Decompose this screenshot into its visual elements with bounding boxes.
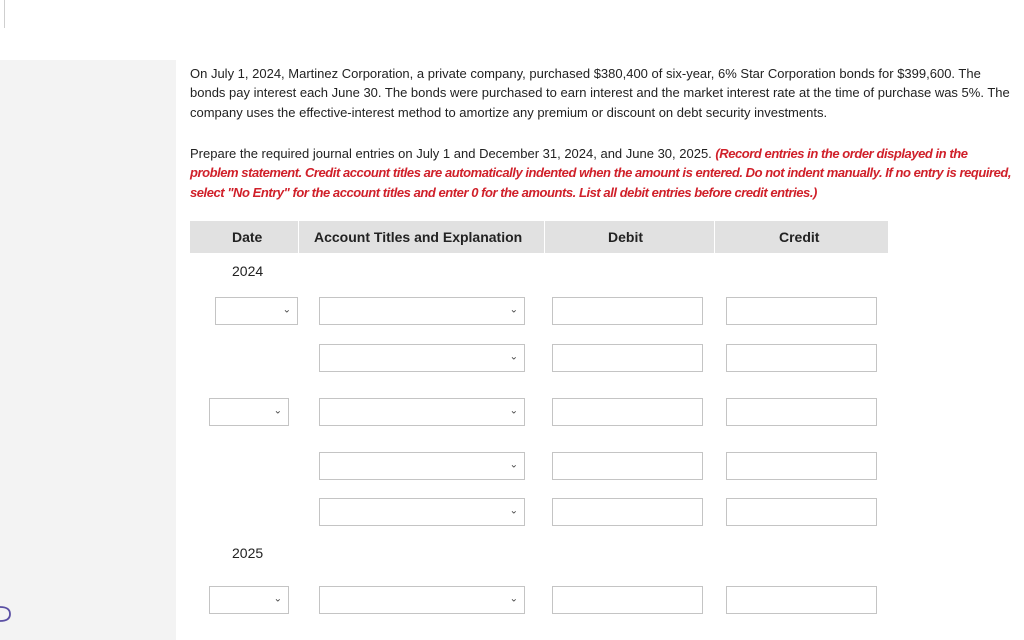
debit-input[interactable] [552, 297, 703, 325]
debit-input[interactable] [552, 452, 703, 480]
instructions [190, 144, 1015, 202]
chevron-down-icon: ⌄ [509, 459, 518, 471]
account-title-select[interactable] [319, 498, 525, 526]
header-account-titles: Account Titles and Explanation [314, 229, 523, 245]
problem-statement: On July 1, 2024, Martinez Corporation, a private company, purchased $380,400 of six-year, 6% Star Corporation bonds for $399,600. The bonds pay interest each June 30. The bonds were purchased to earn interest and the market interest rate at the time of purchase was 5%. The company uses the effective-interest method to amortize any premium or discount on debt security investments. [190, 66, 1010, 120]
chevron-down-icon: ⌄ [509, 405, 518, 417]
instructions-lead: Prepare the required journal entries on July 1 and December 31, 2024, and June 30, 2025. [190, 146, 716, 161]
date-select[interactable] [209, 398, 289, 426]
account-title-select[interactable] [319, 398, 525, 426]
left-panel [0, 60, 176, 640]
account-title-select[interactable] [319, 344, 525, 372]
credit-input[interactable] [726, 498, 877, 526]
table-header [190, 221, 888, 253]
header-divider [714, 221, 715, 253]
debit-input[interactable] [552, 344, 703, 372]
top-strip [0, 0, 1024, 60]
chevron-down-icon: ⌄ [273, 405, 282, 417]
account-title-select[interactable] [319, 586, 525, 614]
date-select[interactable] [209, 586, 289, 614]
debit-input[interactable] [552, 586, 703, 614]
credit-input[interactable] [726, 586, 877, 614]
chevron-down-icon: ⌄ [282, 304, 291, 316]
credit-input[interactable] [726, 398, 877, 426]
debit-input[interactable] [552, 498, 703, 526]
account-title-select[interactable] [319, 297, 525, 325]
credit-input[interactable] [726, 344, 877, 372]
chevron-down-icon: ⌄ [509, 304, 518, 316]
account-title-select[interactable] [319, 452, 525, 480]
instructions-note: (Record entries in the order displayed in the problem statement. Credit account titles are automatically indented when the amount is entered. Do not indent manually. If no entry is required, select "No Entry" for the account titles and enter 0 for the amounts. List all debit entries before credit entries.) [190, 146, 1012, 200]
header-date: Date [232, 229, 263, 245]
partial-circle-icon [0, 604, 12, 624]
header-divider [544, 221, 545, 253]
chevron-down-icon: ⌄ [509, 505, 518, 517]
chevron-down-icon: ⌄ [273, 593, 282, 605]
credit-input[interactable] [726, 452, 877, 480]
year-label-2025: 2025 [232, 545, 264, 561]
chevron-down-icon: ⌄ [509, 593, 518, 605]
header-divider [298, 221, 299, 253]
debit-input[interactable] [552, 398, 703, 426]
header-debit: Debit [608, 229, 643, 245]
year-label-2024: 2024 [232, 263, 264, 279]
date-select[interactable] [215, 297, 298, 325]
header-credit: Credit [779, 229, 820, 245]
chevron-down-icon: ⌄ [509, 351, 518, 363]
credit-input[interactable] [726, 297, 877, 325]
top-divider [4, 0, 5, 28]
